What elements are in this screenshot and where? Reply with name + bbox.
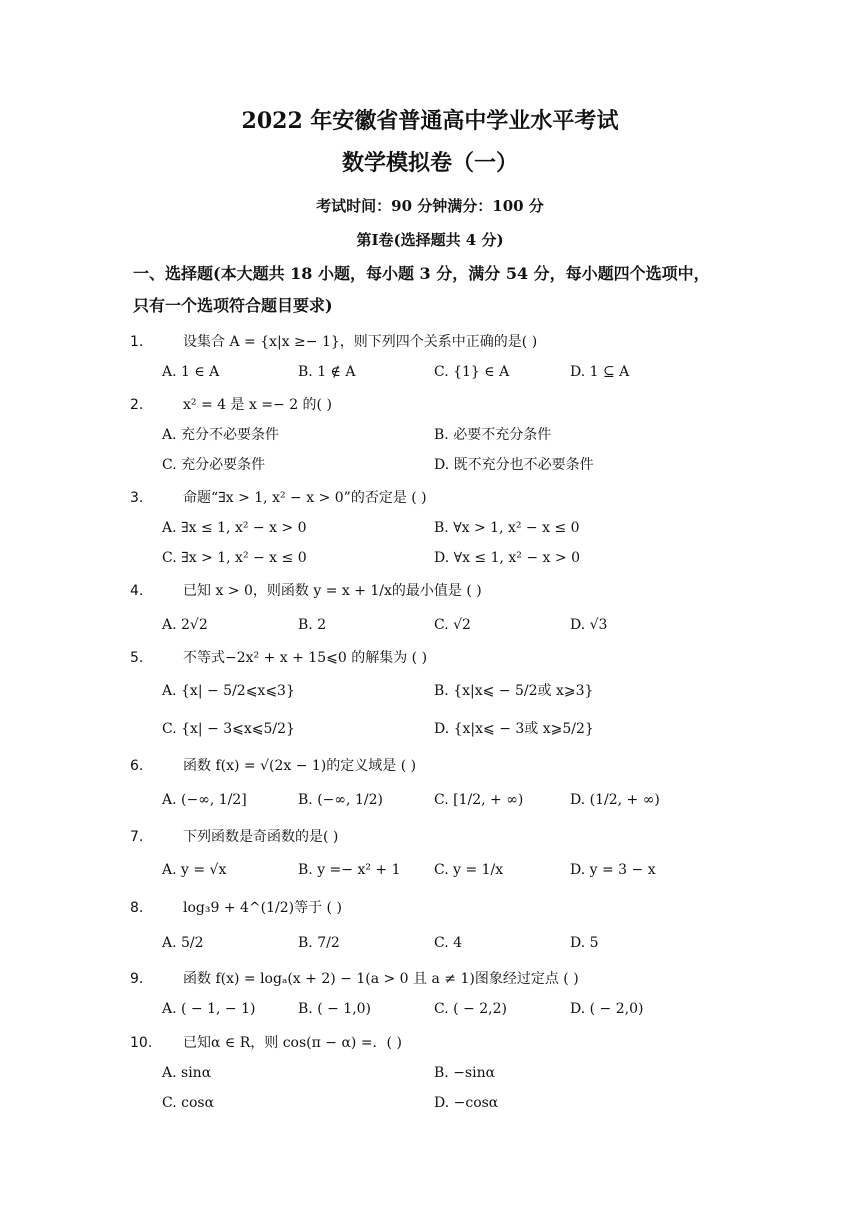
option-b: B. y =− x² + 1 [298,862,401,878]
question-text: 不等式−2x² + x + 15⩽0 的解集为 ( ) [183,650,428,666]
option-b: B. 必要不充分条件 [434,427,552,443]
option-c: C. √2 [434,617,471,633]
option-b: B. −sinα [434,1065,496,1081]
question-text: log₃9 + 4^(1/2)等于 ( ) [183,900,342,916]
option-d: D. −cosα [434,1095,499,1111]
option-c: C. 4 [434,935,463,951]
question-text: 已知α ∈ R，则 cos(π − α) =．( ) [183,1035,402,1051]
option-a: A. 1 ∈ A [162,364,220,380]
option-d: D. ∀x ≤ 1, x² − x > 0 [434,550,580,566]
question-text: 设集合 A = {x|x ≥− 1}，则下列四个关系中正确的是( ) [183,334,538,350]
part-heading: 第Ⅰ卷(选择题共 4 分) [356,231,504,249]
option-d: D. 既不充分也不必要条件 [434,457,594,473]
question-number: 5. [130,650,144,666]
question-number: 1. [130,334,144,350]
option-c: C. cosα [162,1095,215,1111]
option-d: D. 5 [570,935,599,951]
option-c: C. 充分必要条件 [162,457,266,473]
option-a: A. 2√2 [162,617,208,633]
question-number: 9. [130,971,144,987]
option-c: C. ( − 2,2) [434,1001,507,1017]
option-b: B. 2 [298,617,327,633]
option-a: A. {x| − 5/2⩽x⩽3} [162,683,295,699]
exam-info: 考试时间：90 分钟满分：100 分 [316,197,544,215]
question-number: 3. [130,490,144,506]
question-text: 下列函数是奇函数的是( ) [183,829,339,845]
option-d: D. {x|x⩽ − 3或 x⩾5/2} [434,721,594,737]
option-b: B. 1 ∉ A [298,364,356,380]
question-number: 6. [130,758,144,774]
option-b: B. {x|x⩽ − 5/2或 x⩾3} [434,683,594,699]
exam-subtitle: 数学模拟卷（一） [341,150,518,176]
question-text: 函数 f(x) = √(2x − 1)的定义域是 ( ) [183,758,417,774]
option-a: A. (−∞, 1/2] [162,792,247,808]
question-number: 10. [130,1035,153,1051]
question-text: x² = 4 是 x =− 2 的( ) [183,397,332,413]
option-a: A. ( − 1, − 1) [162,1001,256,1017]
question-text: 函数 f(x) = logₐ(x + 2) − 1(a > 0 且 a ≠ 1)图象经过定点 ( ) [183,971,579,987]
option-c: C. y = 1/x [434,862,504,878]
option-b: B. ( − 1,0) [298,1001,372,1017]
option-b: B. 7/2 [298,935,340,951]
option-d: D. y = 3 − x [570,862,656,878]
option-c: C. ∃x > 1, x² − x ≤ 0 [162,550,307,566]
question-number: 2. [130,397,144,413]
exam-title: 2022 年安徽省普通高中学业水平考试 [241,108,619,134]
section-heading-line2: 只有一个选项符合题目要求) [133,296,333,315]
option-b: B. (−∞, 1/2) [298,792,383,808]
option-b: B. ∀x > 1, x² − x ≤ 0 [434,520,580,536]
option-c: C. {x| − 3⩽x⩽5/2} [162,721,295,737]
option-d: D. (1/2, + ∞) [570,792,660,808]
question-number: 8. [130,900,144,916]
question-text: 已知 x > 0，则函数 y = x + 1/x的最小值是 ( ) [183,583,482,599]
question-number: 7. [130,829,144,845]
option-a: A. y = √x [162,862,227,878]
option-a: A. 5/2 [162,935,204,951]
section-heading-line1: 一、选择题(本大题共 18 小题，每小题 3 分，满分 54 分，每小题四个选项中， [133,264,710,283]
option-a: A. ∃x ≤ 1, x² − x > 0 [162,520,307,536]
question-number: 4. [130,583,144,599]
option-c: C. [1/2, + ∞) [434,792,524,808]
option-d: D. √3 [570,617,608,633]
question-text: 命题“∃x > 1, x² − x > 0”的否定是 ( ) [183,490,427,506]
option-c: C. {1} ∈ A [434,364,510,380]
option-d: D. 1 ⊆ A [570,364,630,380]
option-d: D. ( − 2,0) [570,1001,644,1017]
option-a: A. 充分不必要条件 [162,427,280,443]
option-a: A. sinα [162,1065,212,1081]
